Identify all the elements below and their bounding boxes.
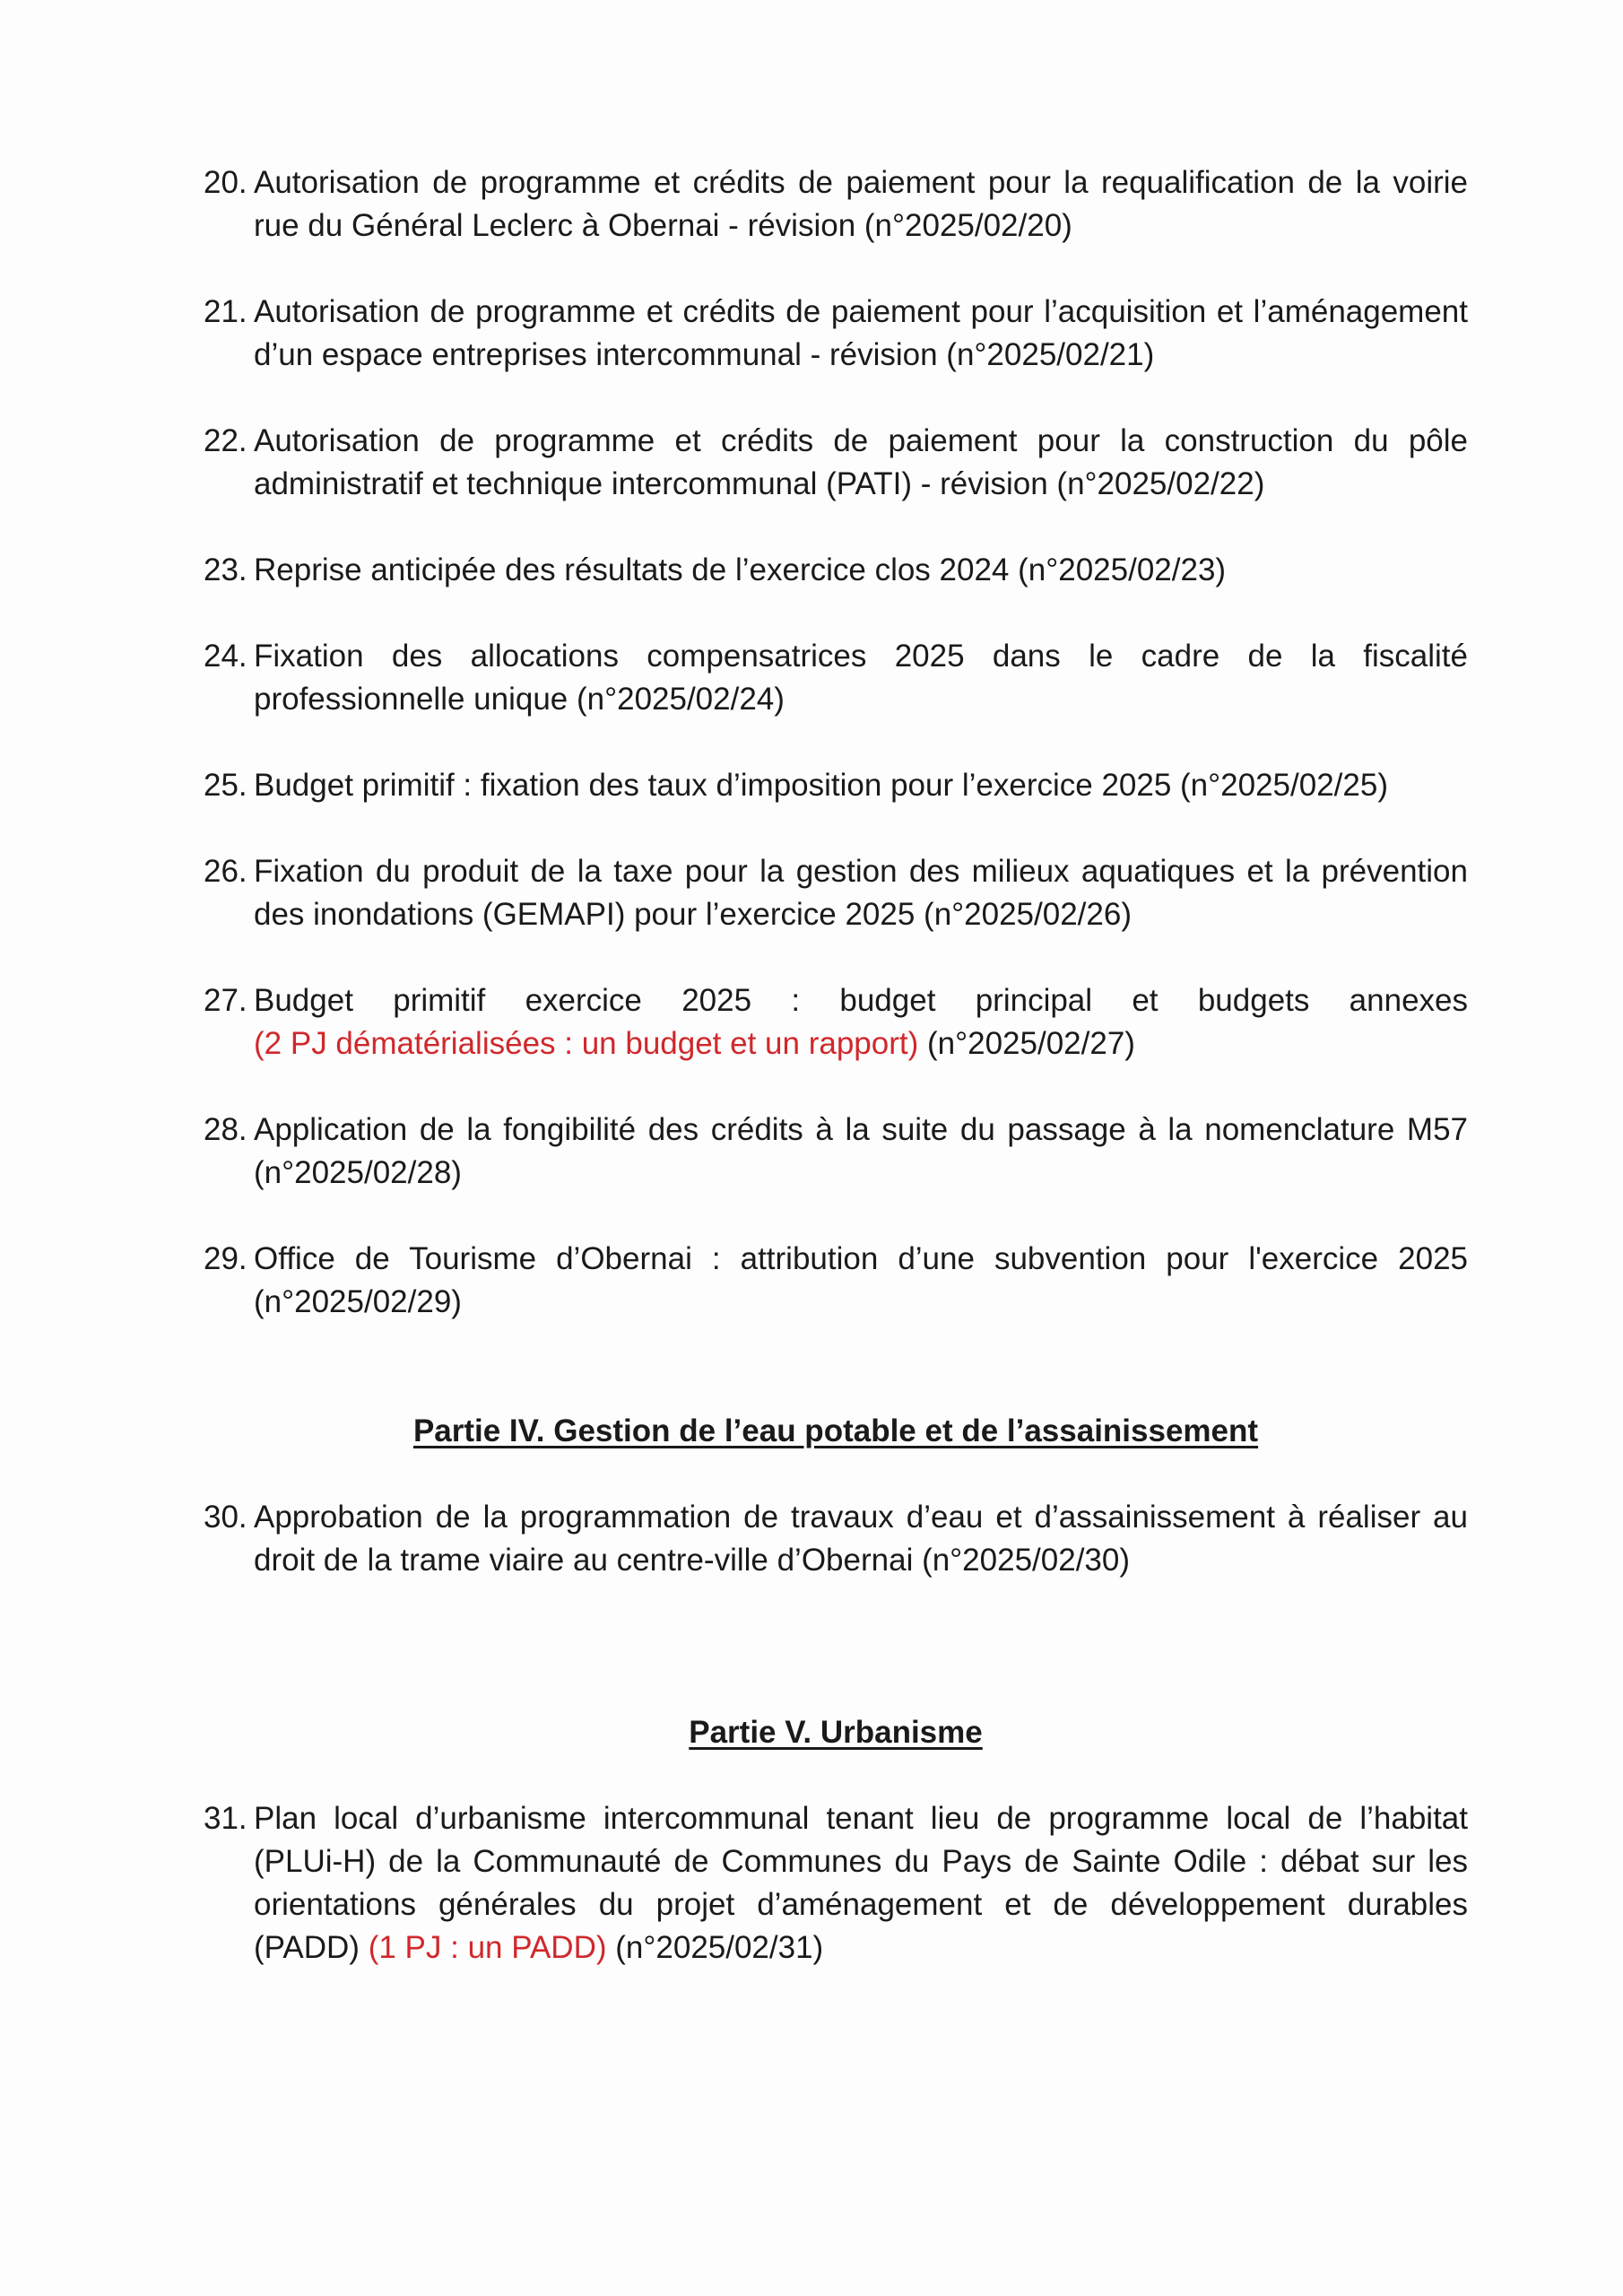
item-text: Fixation des allocations compensatrices 2025 dans le cadre de la fiscalité professionnelle unique (n°2025/02/24)	[254, 639, 1468, 717]
item-text: Office de Tourisme d’Obernai : attribution d’une subvention pour l'exercice 2025 (n°2025/02/29)	[254, 1241, 1468, 1319]
item-number: 31.	[204, 1801, 247, 1836]
item-reference: (n°2025/02/31)	[615, 1930, 824, 1965]
agenda-item-29	[204, 1238, 1468, 1324]
agenda-item-31	[204, 1797, 1468, 1970]
agenda-item-30	[204, 1496, 1468, 1582]
item-text: Autorisation de programme et crédits de paiement pour la construction du pôle administratif et technique intercommunal (PATI) - révision (n°2025/02/22)	[254, 423, 1468, 501]
section-spacer	[204, 1625, 1468, 1711]
agenda-item-24	[204, 635, 1468, 721]
item-reference: (n°2025/02/27)	[927, 1026, 1135, 1061]
item-number: 22.	[204, 423, 247, 458]
attachment-note: (2 PJ dématérialisées : un budget et un rapport)	[254, 1026, 919, 1061]
item-text: Reprise anticipée des résultats de l’exercice clos 2024 (n°2025/02/23)	[254, 552, 1227, 587]
item-number: 21.	[204, 294, 247, 329]
agenda-item-27	[204, 979, 1468, 1065]
agenda-item-28	[204, 1109, 1468, 1195]
agenda-item-23	[204, 549, 1468, 592]
item-number: 27.	[204, 983, 247, 1018]
item-text: Autorisation de programme et crédits de paiement pour la requalification de la voirie rue du Général Leclerc à Obernai - révision (n°2025/02/20)	[254, 165, 1468, 243]
item-number: 24.	[204, 639, 247, 674]
section-heading-part4: Partie IV. Gestion de l’eau potable et de l’assainissement	[412, 1413, 1259, 1448]
item-text	[254, 979, 1468, 1065]
item-text: Application de la fongibilité des crédits à la suite du passage à la nomenclature M57 (n°2025/02/28)	[254, 1112, 1468, 1190]
attachment-note: (1 PJ : un PADD)	[368, 1930, 607, 1965]
agenda-item-20	[204, 161, 1468, 248]
agenda-item-22	[204, 420, 1468, 506]
item-text: Fixation du produit de la taxe pour la gestion des milieux aquatiques et la prévention des inondations (GEMAPI) pour l’exercice 2025 (n°2025/02/26)	[254, 854, 1468, 932]
agenda-item-21	[204, 291, 1468, 377]
item-number: 28.	[204, 1112, 247, 1147]
item-number: 30.	[204, 1500, 247, 1535]
item-number: 29.	[204, 1241, 247, 1276]
agenda-item-26	[204, 850, 1468, 936]
section-heading-part5: Partie V. Urbanisme	[689, 1715, 983, 1750]
item-text	[254, 1797, 1468, 1970]
item-text: Budget primitif : fixation des taux d’imposition pour l’exercice 2025 (n°2025/02/25)	[254, 768, 1388, 803]
agenda-item-25	[204, 764, 1468, 807]
item-text-main: Budget primitif exercice 2025 : budget principal et budgets annexes	[254, 983, 1468, 1018]
item-number: 25.	[204, 768, 247, 803]
section-spacer	[204, 1367, 1468, 1410]
item-number: 20.	[204, 165, 247, 200]
item-number: 26.	[204, 854, 247, 889]
item-text: Autorisation de programme et crédits de paiement pour l’acquisition et l’aménagement d’un espace entreprises intercommunal - révision (n°2025/02/21)	[254, 294, 1468, 372]
document-page	[204, 161, 1468, 2013]
item-number: 23.	[204, 552, 247, 587]
item-text-main: Plan local d’urbanisme intercommunal tenant lieu de programme local de l’habitat (PLUi-H) de la Communauté de Communes du Pays de Sainte Odile : débat sur les orientations générales du projet d’aménagement et de développement durables (PADD)	[254, 1801, 1468, 1965]
item-text: Approbation de la programmation de travaux d’eau et d’assainissement à réaliser au droit de la trame viaire au centre-ville d’Obernai (n°2025/02/30)	[254, 1500, 1468, 1578]
